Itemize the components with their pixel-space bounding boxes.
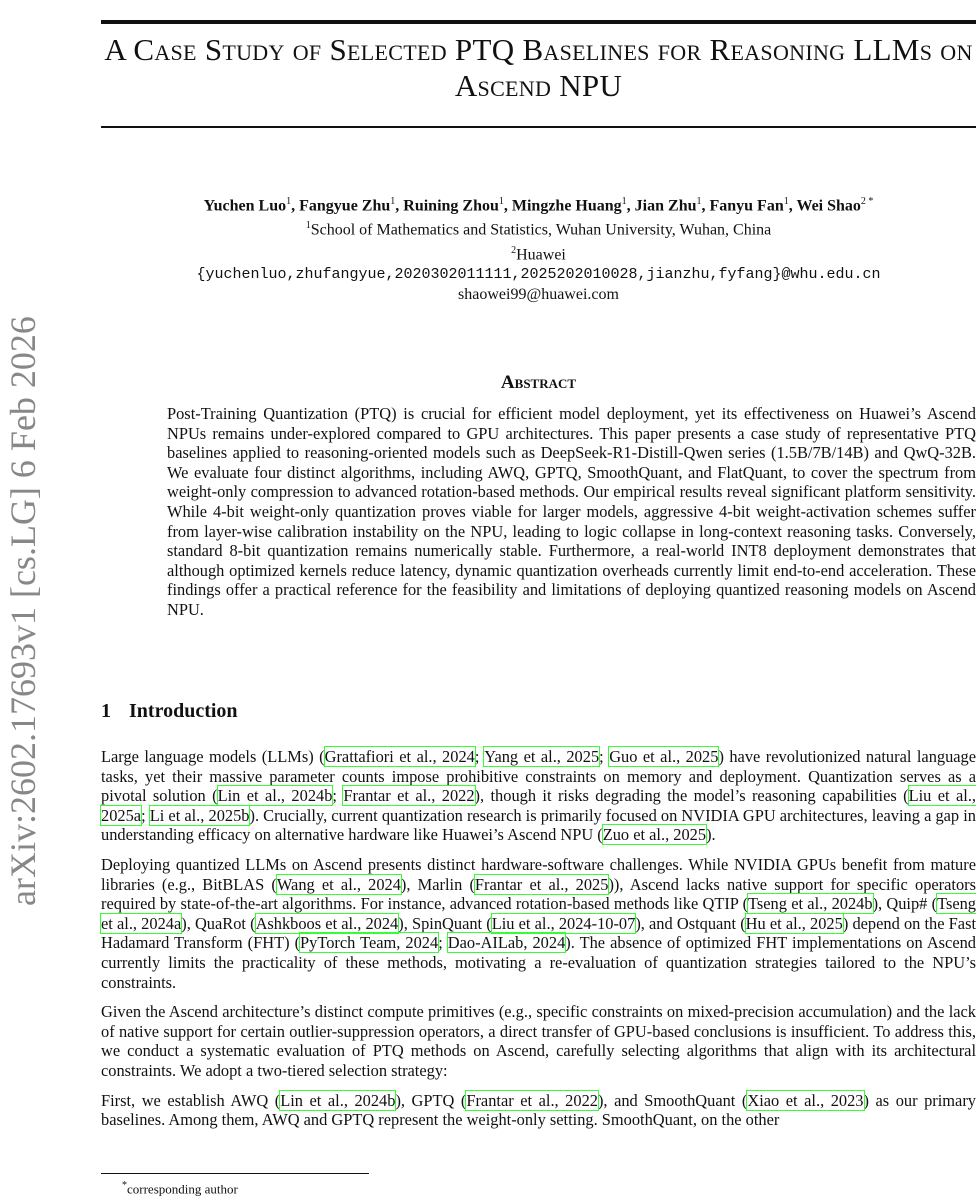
citation-link[interactable]: Lin et al., 2024b — [280, 1090, 396, 1110]
citation-link[interactable]: Frantar et al., 2022 — [343, 786, 475, 806]
section-number: 1 — [101, 700, 111, 722]
email-whu: {yuchenluo,zhufangyue,2020302011111,2025202010028,jianzhu,fyfang}@whu.edu.cn — [196, 265, 881, 283]
citation-link[interactable]: Frantar et al., 2025 — [474, 874, 609, 894]
author-affiliation-mark: 1 — [286, 196, 292, 207]
citation-link[interactable]: Yang et al., 2025 — [484, 747, 600, 766]
body-text: ), GPTQ ( — [395, 1090, 467, 1110]
citation-link[interactable]: Grattafiori et al., 2024 — [324, 747, 475, 766]
body-paragraph — [101, 1002, 976, 1080]
body-text: ; — [332, 786, 344, 806]
citation-link[interactable]: Guo et al., 2025 — [609, 747, 719, 766]
affiliation-2 — [101, 241, 976, 265]
body-text: ) depend on the Fast Hadamard Transform (FHT) ( — [101, 913, 976, 953]
body-paragraph — [101, 1091, 976, 1130]
citation-link[interactable]: Lin et al., 2024b — [217, 786, 333, 806]
author-affiliation-mark: 1 — [621, 196, 627, 207]
body-text: ). The absence of optimized FHT implementations on Ascend currently limits the practicality of these methods, motivating a re-evaluation of quantization strategies tailored to the NPU’s constraints. — [101, 933, 976, 992]
affiliation-text: School of Mathematics and Statistics, Wuhan University, Wuhan, China — [310, 221, 772, 239]
author-list: Yuchen Luo$^1$, Fangyue Zhu$^1$, Ruining Zhou$^1$, Mingzhe Huang$^1$, Jian Zhu$^1$, Fanyu Fan$^1$, Wei Shao$^{2 *}$ — [203, 196, 874, 215]
citation-link[interactable]: Li et al., 2025b — [149, 805, 250, 825]
author-name: Mingzhe Huang — [511, 197, 622, 215]
author-name: Fangyue Zhu — [299, 197, 391, 215]
body-text: ; — [599, 747, 610, 766]
author-affiliation-mark: 2 * — [860, 196, 874, 207]
body-paragraph — [101, 747, 976, 845]
author-affiliation-mark: 1 — [390, 196, 396, 207]
title-top-rule — [101, 20, 976, 24]
citation-link[interactable]: Zuo et al., 2025 — [602, 825, 707, 845]
footnote-rule — [101, 1173, 369, 1174]
body-text: ; — [438, 933, 448, 953]
body-text: ), and SmoothQuant ( — [597, 1090, 748, 1110]
citation-link[interactable]: Wang et al., 2024 — [276, 874, 401, 894]
author-name: Ruining Zhou — [403, 197, 499, 215]
section-title: Introduction — [129, 700, 238, 722]
footnote-mark: * — [122, 1180, 127, 1191]
body-text: ; — [474, 747, 485, 766]
body-text: ), Quip# ( — [872, 894, 938, 914]
affiliation-text: Huawei — [516, 245, 566, 263]
body-text: ). — [706, 825, 716, 845]
body-text: ), QuaRot ( — [181, 913, 256, 933]
body-text: ). Crucially, current quantization research is primarily focused on NVIDIA GPU architectures, leaving a gap in understanding efficacy on alternative hardware like Huawei’s Ascend NPU ( — [101, 805, 976, 845]
body-text: ; — [141, 805, 150, 825]
footnote-text: corresponding author — [127, 1181, 238, 1197]
citation-link[interactable]: Hu et al., 2025 — [745, 913, 843, 933]
author-block — [101, 192, 976, 305]
affiliation-mark: 1 — [305, 220, 311, 232]
citation-link[interactable]: Dao-AILab, 2024 — [447, 933, 566, 953]
author-name: Jian Zhu — [634, 197, 697, 215]
author-affiliation-mark: 1 — [498, 196, 504, 207]
paper-title: A Case Study of Selected PTQ Baselines for Reasoning LLMs on Ascend NPU — [104, 32, 973, 103]
author-affiliation-mark: 1 — [696, 196, 702, 207]
body-text: First, we establish AWQ ( — [101, 1090, 281, 1110]
citation-link[interactable]: Frantar et al., 2022 — [466, 1090, 598, 1110]
citation-link[interactable]: Ashkboos et al., 2024 — [255, 913, 399, 933]
body-text: ), SpinQuant ( — [398, 913, 492, 933]
citation-link[interactable]: Tseng et al., 2024a — [101, 894, 976, 933]
footnote — [122, 1180, 238, 1197]
citation-link[interactable]: Liu et al., 2025a — [101, 786, 976, 825]
affiliation-mark: 2 — [511, 244, 517, 256]
author-name: Wei Shao — [796, 197, 861, 215]
body-text: ), and Ostquant ( — [635, 913, 746, 933]
body-paragraph — [101, 855, 976, 992]
body-text: ), Marlin ( — [400, 874, 475, 894]
citation-link[interactable]: Tseng et al., 2024b — [748, 894, 873, 914]
body-text: ), though it risks degrading the model’s reasoning capabilities ( — [474, 786, 909, 806]
author-name: Fanyu Fan — [709, 197, 784, 215]
title-bottom-rule — [101, 126, 976, 128]
abstract-text: Post-Training Quantization (PTQ) is crucial for efficient model deployment, yet its effectiveness on Huawei’s Ascend NPUs remains under-explored compared to GPU architectures. This paper presents a case study of representative PTQ baselines applied to reasoning-oriented models such as DeepSeek-R1-Distill-Qwen series (1.5B/7B/14B) and QwQ-32B. We evaluate four distinct algorithms, including AWQ, GPTQ, SmoothQuant, and FlatQuant, to cover the spectrum from weight-only compression to advanced rotation-based methods. Our empirical results reveal significant platform sensitivity. While 4-bit weight-only quantization proves viable for larger models, aggressive 4-bit weight-activation schemes suffer from layer-wise calibration instability on the NPU, leading to logic collapse in long-context reasoning tasks. Conversely, standard 8-bit quantization remains numerically stable. Furthermore, a real-world INT8 deployment demonstrates that although optimized kernels reduce latency, dynamic quantization overheads currently limit end-to-end acceleration. These findings offer a practical reference for the feasibility and limitations of deploying quantized reasoning models on Ascend NPU. — [167, 404, 976, 619]
introduction-body — [101, 747, 976, 1140]
affiliation-1 — [101, 216, 976, 240]
body-text: ) as our primary baselines. Among them, AWQ and GPTQ represent the weight-only setting. SmoothQuant, on the other — [101, 1090, 976, 1130]
abstract-heading: Abstract — [500, 372, 577, 393]
arxiv-identifier: arXiv:2602.17693v1 [cs.LG] 6 Feb 2026 — [3, 316, 43, 906]
email-huawei: shaowei99@huawei.com — [458, 285, 619, 303]
author-affiliation-mark: 1 — [783, 196, 789, 207]
body-text: Deploying quantized LLMs on Ascend presents distinct hardware-software challenges. While NVIDIA GPUs benefit from mature libraries (e.g., BitBLAS ( — [101, 854, 976, 894]
section-heading-introduction — [101, 700, 238, 723]
citation-link[interactable]: Xiao et al., 2023 — [747, 1090, 864, 1110]
citation-link[interactable]: Liu et al., 2024-10-07 — [491, 913, 636, 933]
author-name: Yuchen Luo — [203, 197, 287, 215]
body-text: Given the Ascend architecture’s distinct compute primitives (e.g., specific constraints on mixed-precision accumulation) and the lack of native support for certain outlier-suppression operators, a direct transfer of GPU-based conclusions is insufficient. To address this, we conduct a systematic evaluation of PTQ methods on Ascend, carefully selecting algorithms that align with its architectural constraints. We adopt a two-tiered selection strategy: — [101, 1002, 976, 1080]
body-text: Large language models (LLMs) ( — [101, 747, 325, 766]
body-text: ) have revolutionized natural language tasks, yet their massive parameter counts impose prohibitive constraints on memory and deployment. Quantization serves as a pivotal solution ( — [101, 747, 976, 806]
citation-link[interactable]: PyTorch Team, 2024 — [300, 933, 439, 953]
body-text: )), Ascend lacks native support for specific operators required by state-of-the-art algorithms. For instance, advanced rotation-based methods like QTIP ( — [101, 874, 976, 914]
